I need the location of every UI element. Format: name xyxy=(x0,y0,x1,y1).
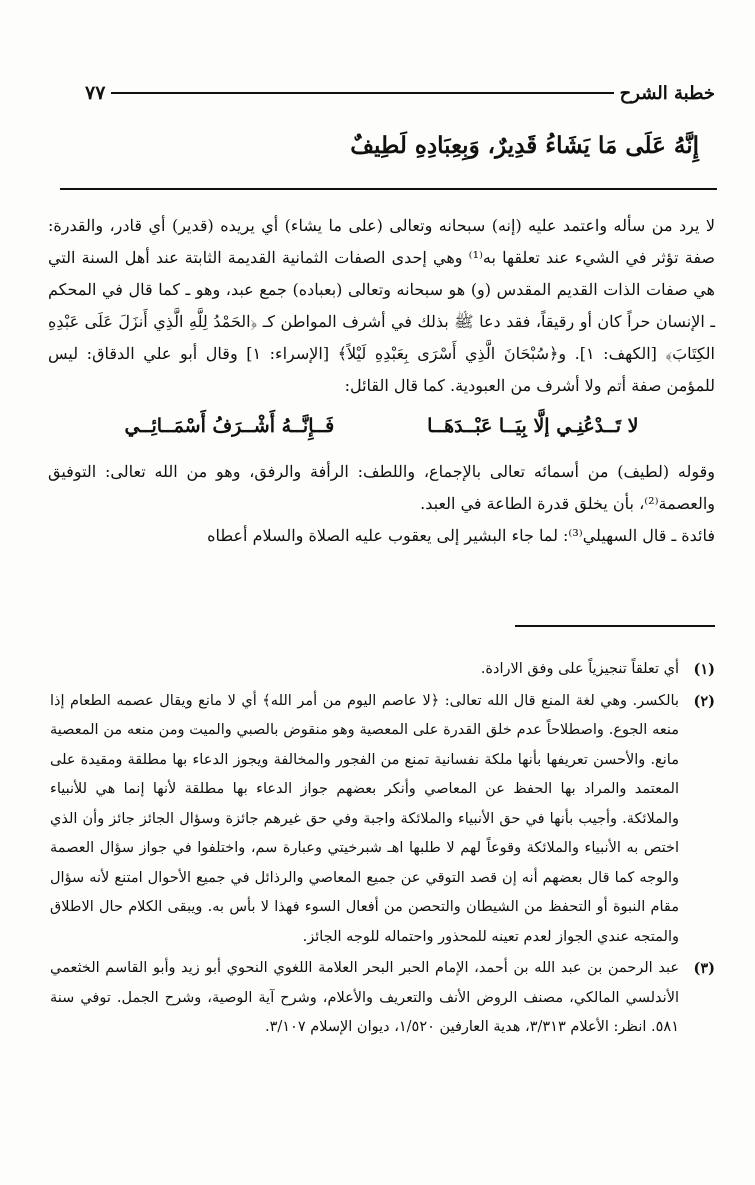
commentary-paragraph-2: وقوله (لطيف) من أسمائه تعالى بالإجماع، واللطف: الرأفة والرفق، وهو من الله تعالى: التوفيق والعصمة⁽²⁾، بأن يخلق قدرة الطاعة في العبد. xyxy=(48,462,715,513)
footnote-number: (١) xyxy=(693,661,715,678)
poem-verse xyxy=(78,406,685,446)
poem-first-hemistich: لا تَــدْعُنِـي إلَّا بِيَــا عَبْــدَهَــا xyxy=(427,415,639,437)
footnote-1 xyxy=(50,655,715,685)
footnote-text: أي تعلقاً تنجيزياً على وفق الارادة. xyxy=(480,661,679,677)
footnote-number: (٢) xyxy=(693,692,715,710)
page-number: ٧٧ xyxy=(85,82,106,104)
footnote-number: (٣) xyxy=(693,960,715,977)
footnote-2 xyxy=(50,687,715,953)
chapter-title: خطبة الشرح xyxy=(619,82,715,104)
commentary-paragraph-1: لا يرد من سأله واعتمد عليه (إنه) سبحانه وتعالى (على ما يشاء) أي يريده (قدير) أي قادر، والقدرة: صفة تؤثر في الشيء عند تعلقها به⁽¹⁾ وهي إحدى الصفات الثمانية القديمة الثابتة عند أهل السنة التي هي صفات الذات القديم المقدس (و) هو سبحانه وتعالى (بعباده) جمع عبد، وهو ـ كما قال في المحكم ـ الإنسان حراً كان أو رقيقاً، فقد دعا ﷺ بذلك في أشرف المواطن كـ ﴿الحَمْدُ لِلَّهِ الَّذِي أَنزَلَ عَلَى عَبْدِهِ الكِتَابَ﴾ [الكهف: ١]. و﴿سُبْحَانَ الَّذِي أَسْرَى بِعَبْدِهِ لَيْلاً﴾ [الإسراء: ١] وقال أبو علي الدقاق: ليس للمؤمن صفة أتم ولا أشرف من العبودية. كما قال القائل: xyxy=(48,216,715,395)
matn-verse: إِنَّهُ عَلَى مَا يَشَاءُ قَدِيرٌ، وَبِعِبَادِهِ لَطِيفٌ xyxy=(350,132,699,159)
footnote-3 xyxy=(50,954,715,1043)
commentary-paragraph-3: فائدة ـ قال السهيلي⁽³⁾: لما جاء البشير إلى يعقوب عليه الصلاة والسلام أعطاه xyxy=(207,526,715,545)
footnote-text: بالكسر. وهي لغة المنع قال الله تعالى: ﴿لا عاصم اليوم من أمر الله﴾ أي لا مانع ويقال عصمه الطعام إذا منعه الجوع. واصطلاحاً عدم خلق القدرة على المعصية وهو منقوض بالصبي والميت ومن منعه من المعصية مانع. والأحسن تعريفها بأنها ملكة نفسانية تمنع من الفجور والمخالفة ويجوز الدعاء بها مطلقة ومقيدة على المعتمد والمراد بها الحفظ عن المعاصي وأنكر بعضهم جواز الدعاء بها مطلقة لأنها إنما هي للأنبياء والملائكة. وأجيب بأنها في حق الأنبياء والملائكة واجبة وفي حق غيرهم جائزة وسؤال الجائز جائز وأن الذي اختص به الأنبياء والملائكة وقوعاً لهم لا طلبها اهـ شبرخيتي وعبارة سم، واختلفوا في جواز سؤال العصمة والوجه كما قال بعضهم أنه إن قصد التوقي عن جميع المعاصي والرذائل في جميع الأحوال امتنع لأنه سؤال مقام النبوة أو التحفظ من الشيطان والتحصن من أفعال السوء فهذا لا بأس به. ويبقى الكلام حال الاطلاق والمتجه عندي الجواز لعدم تعينه للمحذور واحتماله للوجه الجائز. xyxy=(50,692,679,945)
commentary-body xyxy=(48,210,715,552)
footnote-divider xyxy=(515,625,715,627)
poem-second-hemistich: فَــإِنَّــهُ أَشْــرَفُ أَسْمَــائِــي xyxy=(124,415,335,437)
verse-divider xyxy=(60,188,717,190)
header-rule xyxy=(111,92,613,94)
footnote-text: عبد الرحمن بن عبد الله بن أحمد، الإمام الحبر البحر العلامة اللغوي النحوي أبو زيد وأبو القاسم الخثعمي الأندلسي المالكي، مصنف الروض الأنف والتعريف والأعلام، وشرح آية الوصية، وشرح الجمل. توفي سنة ٥٨١. انظر: الأعلام ٣/٣١٣، هدية العارفين ١/٥٢٠، ديوان الإسلام ٣/١٠٧. xyxy=(50,960,680,1035)
running-header xyxy=(85,78,715,108)
footnotes xyxy=(50,655,715,1045)
